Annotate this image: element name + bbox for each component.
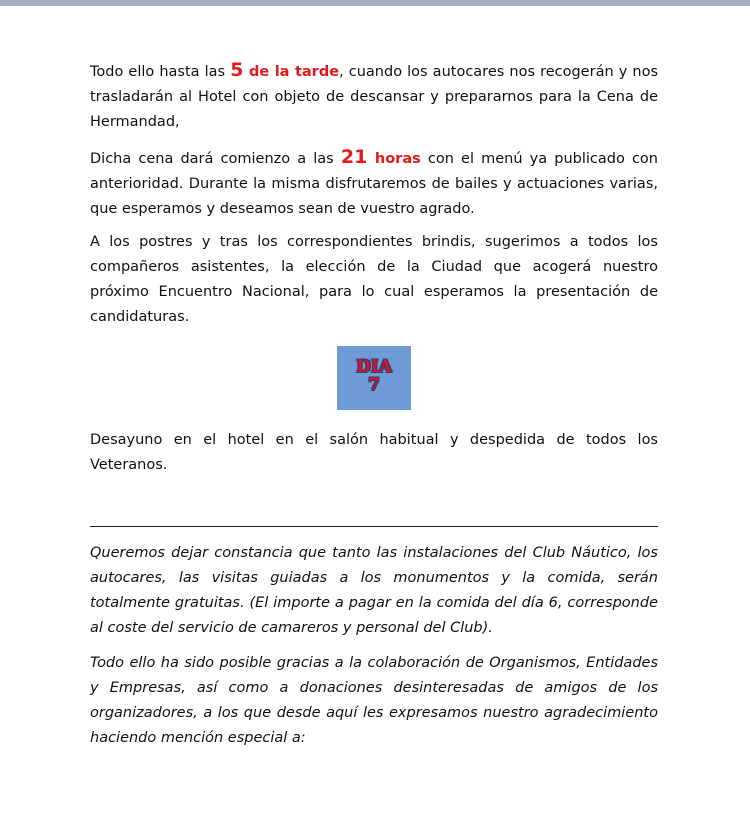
p1-text-start: Todo ello hasta las <box>90 64 231 80</box>
p1-highlight-text: de la tarde <box>243 64 340 80</box>
paragraph-breakfast: Desayuno en el hotel en el salón habitual y despedida de todos los Veteranos. <box>90 432 658 473</box>
day-badge <box>337 346 411 410</box>
p2-text-start: Dicha cena dará comienzo a las <box>90 151 341 167</box>
p1-highlight-number: 5 <box>230 59 244 81</box>
paragraph-acknowledgements: Todo ello ha sido posible gracias a la colaboración de Organismos, Entidades y Empresas, así como a donaciones desinteresadas de amigos de los organizadores, a los que desde aquí les expresamos nuestro agradecimiento haciendo mención especial a: <box>90 655 658 746</box>
day-badge-label: DIA <box>356 357 392 377</box>
top-border <box>0 0 750 6</box>
day-badge-wrap <box>90 346 658 410</box>
day-badge-number: 7 <box>368 375 380 395</box>
p2-highlight-number: 21 <box>340 146 368 168</box>
p2-text-end: con el menú ya publicado con anterioridad. Durante la misma disfrutaremos de bailes y actuaciones varias, que esperamos y deseamos sean de vuestro agrado. <box>90 151 658 217</box>
paragraph-dinner <box>90 145 658 222</box>
paragraph-afternoon <box>90 58 658 135</box>
paragraph-free-services: Queremos dejar constancia que tanto las instalaciones del Club Náutico, los autocares, las visitas guiadas a los monumentos y la comida, serán totalmente gratuitas. (El importe a pagar en la comida del día 6, corresponde al coste del servicio de camareros y personal del Club). <box>90 545 658 636</box>
p1-text-end: , cuando los autocares nos recogerán y nos trasladarán al Hotel con objeto de descansar y prepararnos para la Cena de Hermandad, <box>90 64 659 130</box>
p2-highlight-text: horas <box>367 151 421 167</box>
paragraph-toasts: A los postres y tras los correspondientes brindis, sugerimos a todos los compañeros asistentes, la elección de la Ciudad que acogerá nuestro próximo Encuentro Nacional, para lo cual esperamos la presentación de candidaturas. <box>90 234 658 325</box>
document-page <box>90 58 658 751</box>
divider <box>90 526 658 527</box>
